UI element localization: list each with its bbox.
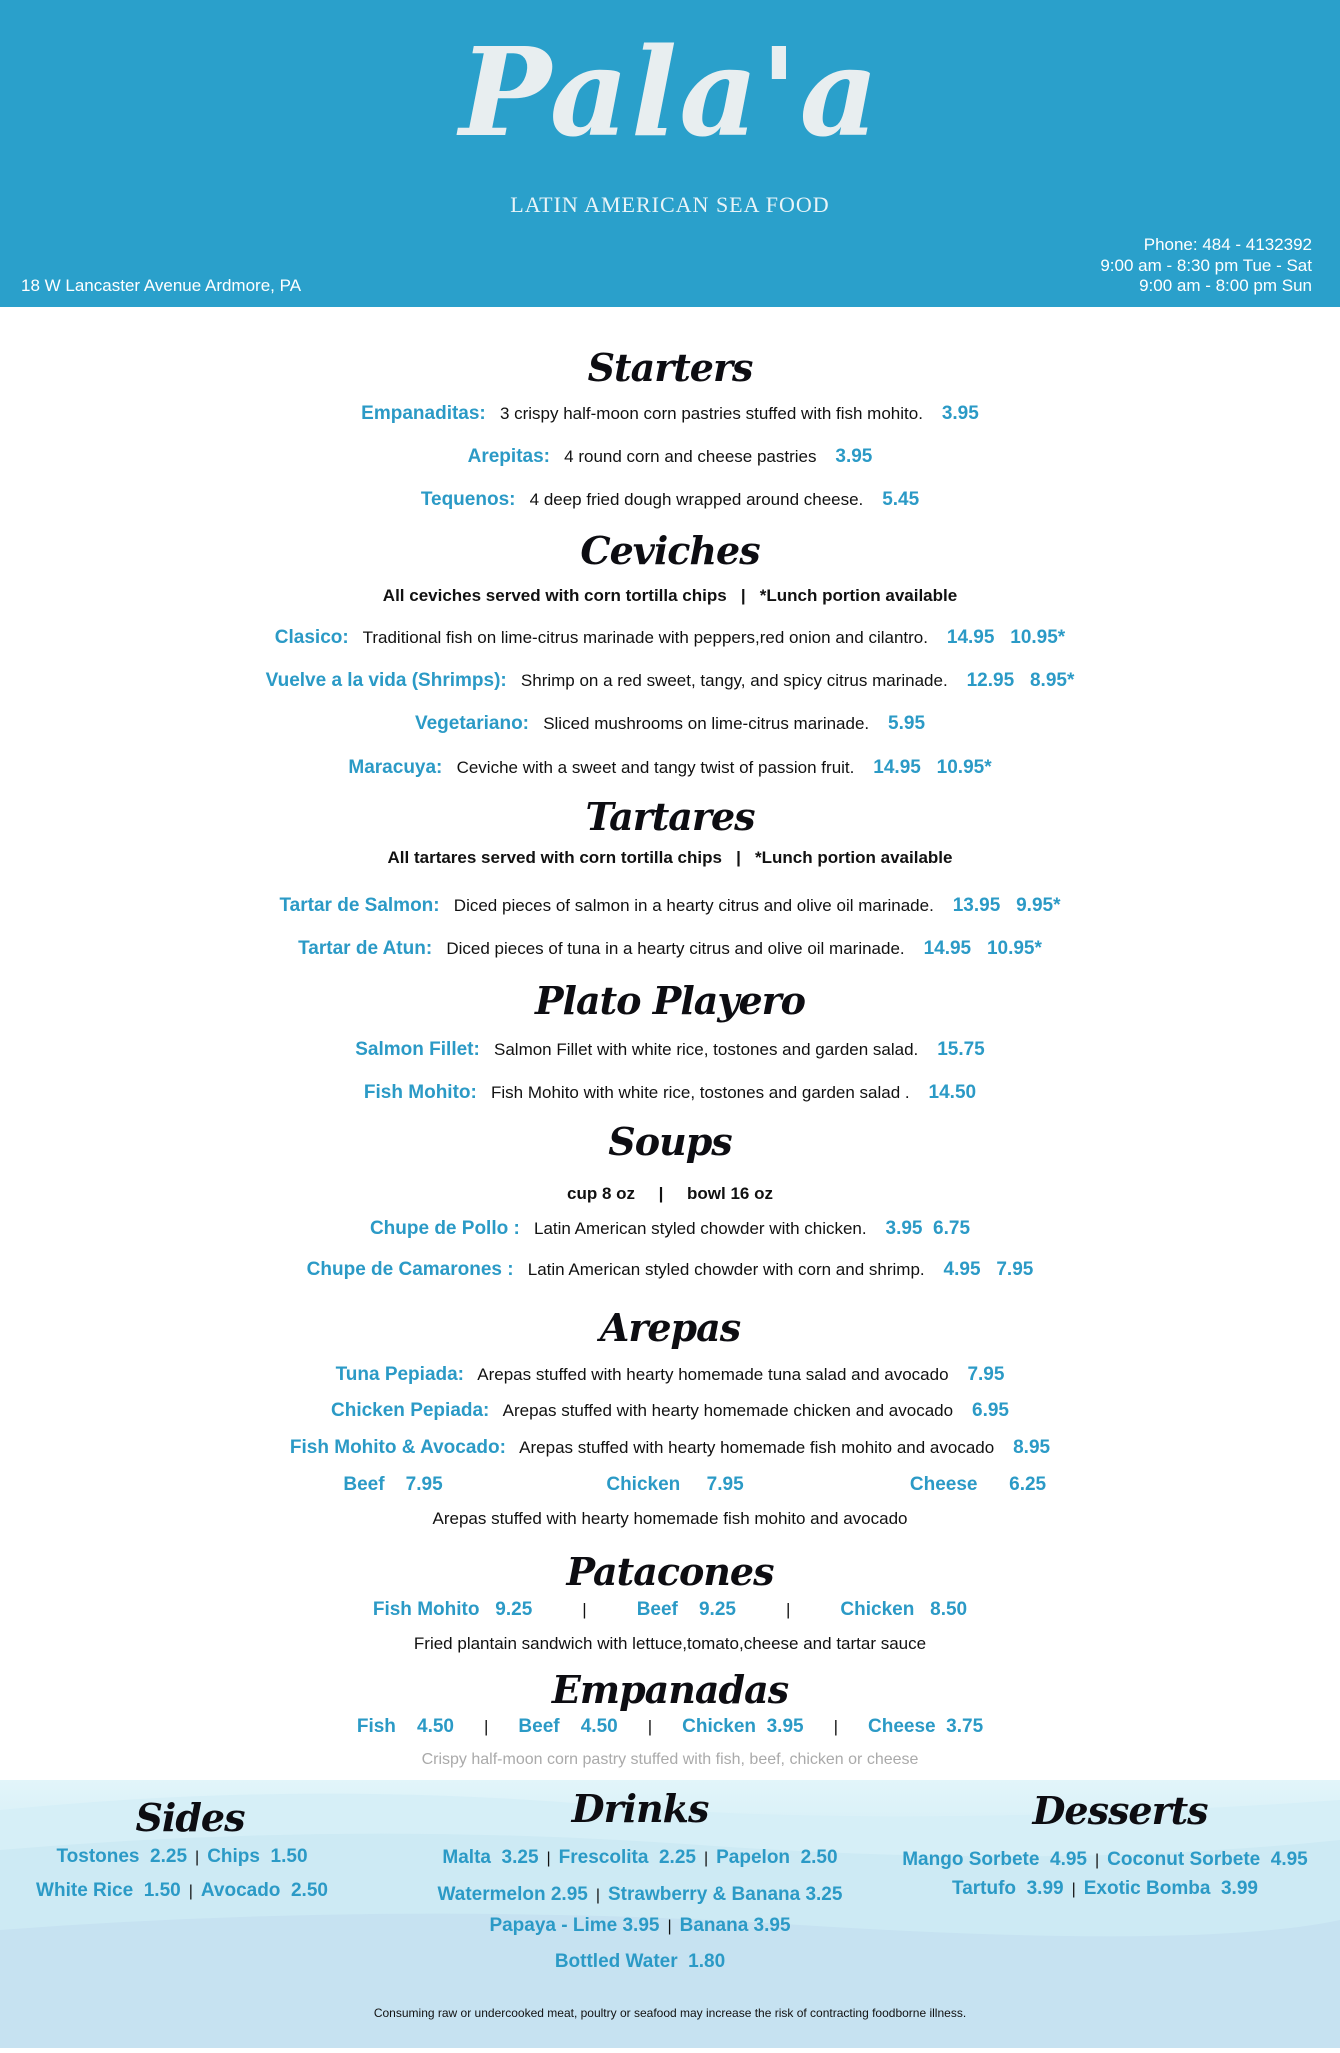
- list-item: Banana 3.95: [679, 1915, 791, 1936]
- list-row: [0, 1880, 432, 1902]
- option-price: Chicken 3.95: [682, 1716, 804, 1737]
- item-name: Tartar de Salmon:: [279, 895, 440, 916]
- item-price: 4.95 7.95: [943, 1259, 1034, 1280]
- hours-sunday: 9:00 am - 8:00 pm Sun: [1139, 276, 1312, 295]
- item-price: 5.45: [882, 489, 920, 510]
- tagline: LATIN AMERICAN SEA FOOD: [510, 192, 830, 217]
- list-item: White Rice 1.50: [36, 1880, 181, 1901]
- arepa-option: Cheese 6.25: [909, 1474, 1047, 1495]
- item-description: 4 round corn and cheese pastries: [564, 447, 817, 466]
- item-description: Sliced mushrooms on lime-citrus marinade.: [543, 714, 870, 733]
- item-name: Vuelve a la vida (Shrimps):: [265, 670, 507, 691]
- soups-note: cup 8 oz | bowl 16 oz: [567, 1184, 773, 1203]
- list-item: Malta 3.25: [442, 1847, 539, 1868]
- ceviches-note: All ceviches served with corn tortilla chips | *Lunch portion available: [382, 586, 958, 605]
- item-price: 8.95: [1013, 1437, 1051, 1458]
- item-description: Diced pieces of salmon in a hearty citrus and olive oil marinade.: [453, 896, 934, 915]
- soups-title: Soups: [608, 1119, 732, 1164]
- separator: |: [188, 1883, 193, 1900]
- menu-item: [0, 1039, 1340, 1061]
- item-price: 7.95: [967, 1364, 1005, 1385]
- menu-item: [0, 627, 1340, 649]
- menu-item: [0, 1259, 1340, 1281]
- menu-item: [0, 1218, 1340, 1240]
- item-price: 13.95 9.95*: [952, 895, 1061, 916]
- list-row: [855, 1878, 1340, 1900]
- option-price: Fish 4.50: [356, 1716, 454, 1737]
- item-description: Traditional fish on lime-citrus marinade with peppers,red onion and cilantro.: [362, 628, 928, 647]
- ceviches-title: Ceviches: [580, 528, 760, 573]
- menu-item: [0, 938, 1340, 960]
- separator: |: [582, 1600, 587, 1619]
- drinks-title: Drinks: [571, 1786, 709, 1831]
- option-price: Fish Mohito 9.25: [372, 1599, 533, 1620]
- item-name: Tuna Pepiada:: [335, 1364, 465, 1385]
- menu-item: [0, 713, 1340, 735]
- item-price: 3.95 6.75: [885, 1218, 971, 1239]
- item-description: Latin American styled chowder with chicken.: [534, 1219, 867, 1238]
- item-description: Ceviche with a sweet and tangy twist of passion fruit.: [456, 758, 855, 777]
- item-price: 14.95 10.95*: [923, 938, 1042, 959]
- item-description: Arepas stuffed with hearty homemade fish mohito and avocado: [519, 1438, 995, 1457]
- separator: |: [647, 1717, 653, 1736]
- list-item: Tartufo 3.99: [952, 1878, 1064, 1899]
- plato-title: Plato Playero: [534, 978, 805, 1023]
- list-item: Papelon 2.50: [716, 1847, 838, 1868]
- list-row: [0, 1846, 432, 1868]
- separator: |: [1095, 1852, 1100, 1869]
- item-name: Chupe de Camarones :: [306, 1259, 514, 1280]
- list-item: Frescolita 2.25: [558, 1847, 696, 1868]
- item-price: 14.95 10.95*: [946, 627, 1066, 648]
- item-price: 14.95 10.95*: [873, 757, 992, 778]
- patacones-description: Fried plantain sandwich with lettuce,tomato,cheese and tartar sauce: [413, 1634, 927, 1653]
- menu-item: [0, 757, 1340, 779]
- list-item: Avocado 2.50: [200, 1880, 328, 1901]
- list-item: Bottled Water 1.80: [554, 1951, 726, 1972]
- contact-info: [1100, 235, 1312, 297]
- list-row: [855, 1849, 1340, 1871]
- menu-item: [0, 1082, 1340, 1104]
- hours-weekday: 9:00 am - 8:30 pm Tue - Sat: [1100, 255, 1312, 275]
- item-description: Salmon Fillet with white rice, tostones and garden salad.: [494, 1040, 919, 1059]
- item-description: Arepas stuffed with hearty homemade chicken and avocado: [502, 1401, 954, 1420]
- list-item: Papaya - Lime 3.95: [489, 1915, 660, 1936]
- item-name: Tequenos:: [420, 489, 516, 510]
- item-price: 3.95: [835, 446, 873, 467]
- arepa-option: Beef 7.95: [343, 1474, 443, 1495]
- separator: |: [833, 1717, 838, 1736]
- item-price: 15.75: [937, 1039, 985, 1060]
- item-name: Chupe de Pollo :: [369, 1218, 520, 1239]
- separator: |: [703, 1850, 709, 1867]
- header-banner: [0, 0, 1340, 307]
- tartares-note: All tartares served with corn tortilla chips | *Lunch portion available: [387, 848, 953, 867]
- menu-item: [0, 670, 1340, 692]
- separator: |: [785, 1600, 791, 1619]
- item-description: Arepas stuffed with hearty homemade tuna salad and avocado: [477, 1365, 949, 1384]
- list-item: Strawberry & Banana 3.25: [608, 1884, 843, 1905]
- list-row: [390, 1847, 890, 1869]
- item-description: Fish Mohito with white rice, tostones and garden salad .: [491, 1083, 910, 1102]
- item-price: 5.95: [888, 713, 926, 734]
- arepas-title: Arepas: [599, 1305, 741, 1350]
- empanadas-options: [0, 1716, 1340, 1738]
- list-item: Mango Sorbete 4.95: [902, 1849, 1087, 1870]
- item-name: Fish Mohito:: [363, 1082, 477, 1103]
- logo: Pala'a: [459, 20, 881, 164]
- item-price: 6.95: [972, 1400, 1009, 1421]
- empanadas-title: Empanadas: [551, 1667, 789, 1712]
- separator: |: [195, 1849, 200, 1866]
- tartares-title: Tartares: [585, 794, 755, 839]
- menu-item: [0, 1400, 1340, 1422]
- option-price: Beef 9.25: [636, 1599, 736, 1620]
- item-description: 3 crispy half-moon corn pastries stuffed with fish mohito.: [499, 404, 923, 423]
- footer-disclaimer: Consuming raw or undercooked meat, poultry or seafood may increase the risk of contracting foodborne illness.: [373, 2006, 967, 2020]
- patacones-title: Patacones: [566, 1549, 774, 1594]
- item-name: Tartar de Atun:: [298, 938, 433, 959]
- arepas-description: Arepas stuffed with hearty homemade fish mohito and avocado: [432, 1509, 908, 1528]
- item-price: 12.95 8.95*: [966, 670, 1075, 691]
- item-name: Fish Mohito & Avocado:: [289, 1437, 506, 1458]
- list-item: Watermelon 2.95: [437, 1884, 588, 1905]
- menu-item: [0, 895, 1340, 917]
- sides-title: Sides: [135, 1795, 245, 1840]
- item-name: Salmon Fillet:: [355, 1039, 480, 1060]
- list-item: Chips 1.50: [207, 1846, 308, 1867]
- item-description: Diced pieces of tuna in a hearty citrus and olive oil marinade.: [446, 939, 905, 958]
- menu-item: [0, 1437, 1340, 1459]
- item-name: Chicken Pepiada:: [331, 1400, 490, 1421]
- separator: |: [667, 1918, 672, 1935]
- list-row: [390, 1951, 890, 1973]
- list-item: Tostones 2.25: [56, 1846, 188, 1867]
- menu-item: [0, 403, 1340, 425]
- list-row: [390, 1884, 890, 1906]
- item-name: Maracuya:: [348, 757, 443, 778]
- separator: |: [1071, 1881, 1076, 1898]
- item-description: Shrimp on a red sweet, tangy, and spicy citrus marinade.: [520, 671, 948, 690]
- arepa-option: Chicken 7.95: [606, 1474, 744, 1495]
- separator: |: [595, 1887, 600, 1904]
- option-price: Beef 4.50: [518, 1716, 618, 1737]
- menu-item: [0, 489, 1340, 511]
- empanadas-description: Crispy half-moon corn pastry stuffed with fish, beef, chicken or cheese: [421, 1751, 919, 1768]
- address: 18 W Lancaster Avenue Ardmore, PA: [21, 276, 302, 295]
- option-price: Cheese 3.75: [868, 1716, 984, 1737]
- starters-title: Starters: [587, 345, 753, 390]
- list-item: Exotic Bomba 3.99: [1083, 1878, 1258, 1899]
- menu-item: [0, 446, 1340, 468]
- desserts-title: Desserts: [1032, 1788, 1208, 1833]
- list-item: Coconut Sorbete 4.95: [1107, 1849, 1308, 1870]
- menu-item: [0, 1364, 1340, 1386]
- separator: |: [484, 1717, 489, 1736]
- item-price: 14.50: [928, 1082, 977, 1103]
- item-description: 4 deep fried dough wrapped around cheese.: [529, 490, 864, 509]
- item-name: Empanaditas:: [361, 403, 486, 424]
- item-description: Latin American styled chowder with corn and shrimp.: [527, 1260, 925, 1279]
- item-name: Arepitas:: [467, 446, 550, 467]
- option-price: Chicken 8.50: [840, 1599, 968, 1620]
- phone: Phone: 484 - 4132392: [1143, 235, 1312, 254]
- patacones-options: [0, 1599, 1340, 1621]
- list-row: [390, 1915, 890, 1937]
- separator: |: [546, 1850, 551, 1867]
- item-name: Vegetariano:: [414, 713, 530, 734]
- item-price: 3.95: [941, 403, 979, 424]
- item-name: Clasico:: [274, 627, 349, 648]
